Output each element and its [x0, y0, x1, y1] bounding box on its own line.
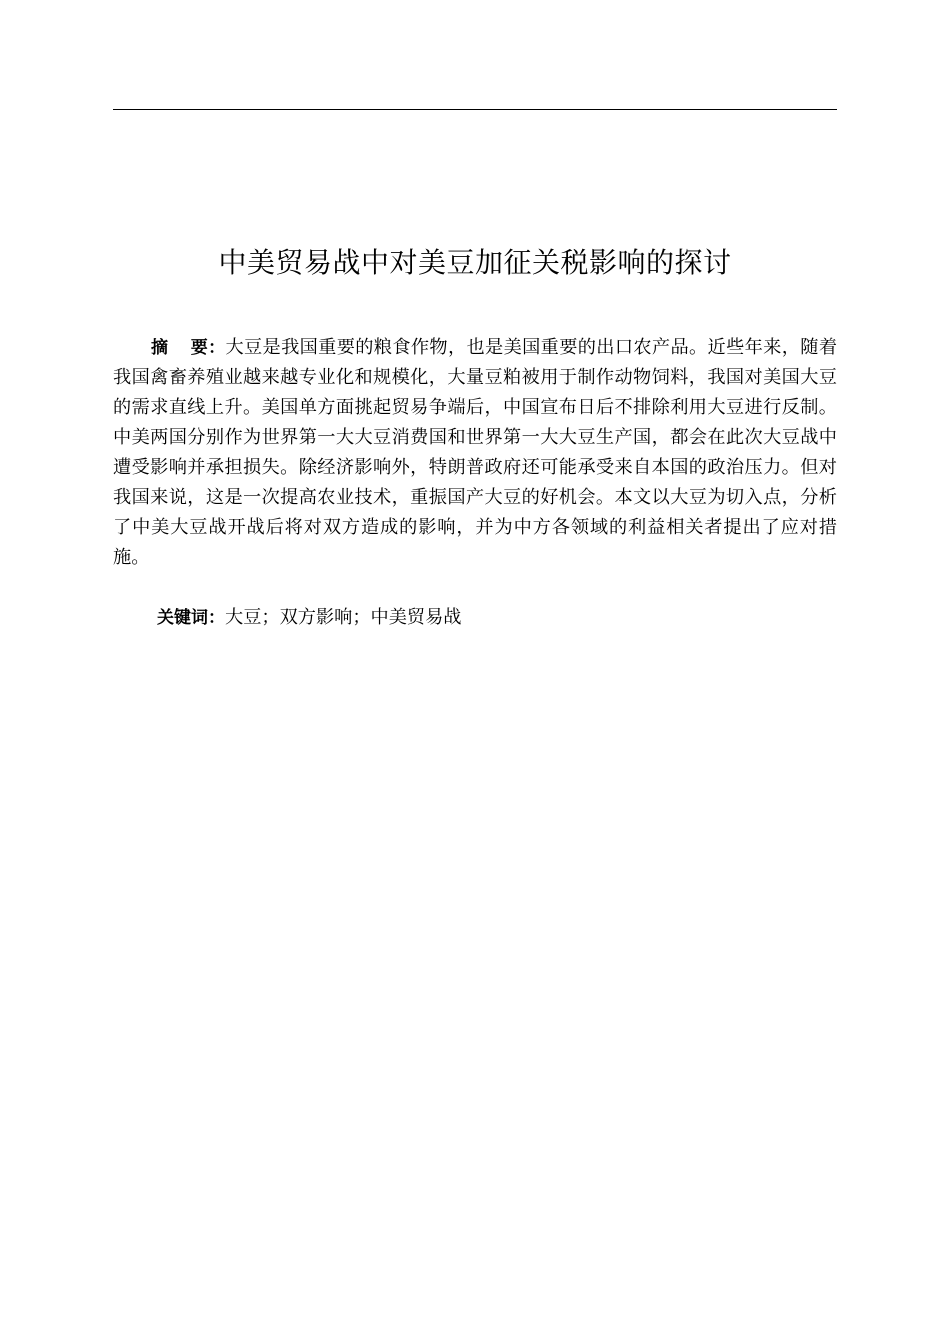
abstract-label	[151, 338, 225, 358]
abstract-paragraph	[113, 333, 837, 573]
document-title: 中美贸易战中对美豆加征关税影响的探讨	[218, 246, 732, 279]
keywords-text: 大豆；双方影响；中美贸易战	[225, 607, 462, 628]
abstract-label-second: 要：	[190, 338, 226, 358]
abstract-text: 大豆是我国重要的粮食作物，也是美国重要的出口农产品。近些年来，随着我国禽畜养殖业越来越专业化和规模化，大量豆粕被用于制作动物饲料，我国对美国大豆的需求直线上升。美国单方面挑起贸易争端后，中国宣布日后不排除利用大豆进行反制。中美两国分别作为世界第一大大豆消费国和世界第一大大豆生产国，都会在此次大豆战中遭受影响并承担损失。除经济影响外，特朗普政府还可能承受来自本国的政治压力。但对我国来说，这是一次提高农业技术，重振国产大豆的好机会。本文以大豆为切入点，分析了中美大豆战开战后将对双方造成的影响，并为中方各领域的利益相关者提出了应对措施。	[113, 337, 838, 568]
header-rule	[113, 109, 837, 110]
keywords-line	[157, 603, 461, 633]
keywords-label: 关键词：	[157, 608, 225, 628]
abstract-label-first: 摘	[151, 338, 169, 358]
